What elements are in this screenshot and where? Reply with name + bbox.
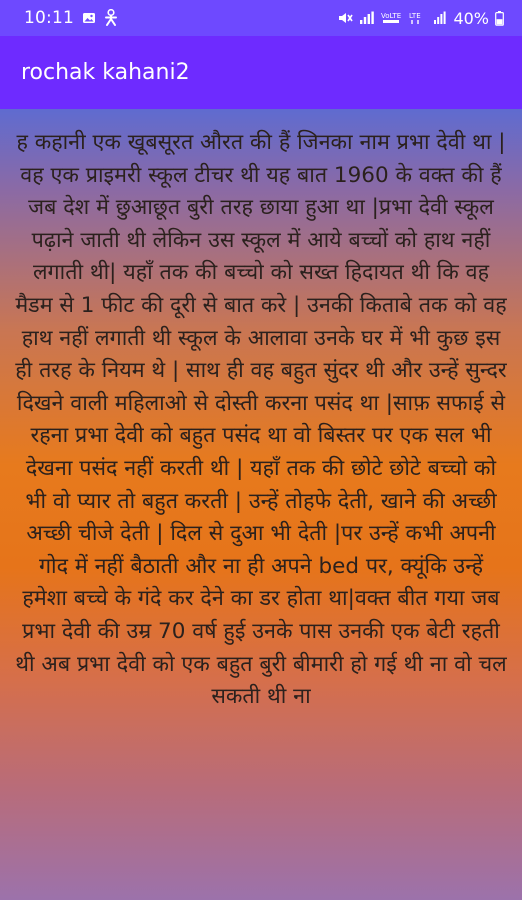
battery-percent: 40% bbox=[453, 8, 489, 28]
signal-icon-2 bbox=[433, 11, 447, 25]
volte-icon bbox=[381, 11, 403, 25]
signal-icon bbox=[359, 11, 375, 25]
story-content[interactable] bbox=[0, 109, 522, 900]
status-right bbox=[337, 9, 504, 28]
status-left bbox=[24, 8, 118, 28]
app-title: rochak kahani2 bbox=[21, 60, 190, 85]
battery-icon bbox=[495, 11, 504, 26]
svg-text:LTE: LTE bbox=[409, 12, 422, 20]
accessibility-icon bbox=[104, 9, 118, 27]
image-notification-icon bbox=[82, 11, 96, 25]
story-text: ह कहानी एक खूबसूरत औरत की हैं जिनका नाम प्रभा देवी था | वह एक प्राइमरी स्कूल टीचर थी यह बात 1960 के वक्त की हैं जब देश में छुआछूत बुरी तरह छाया हुआ था |प्रभा देवी स्कूल पढ़ाने जाती थी लेकिन उस स्कूल में आये बच्चों को हाथ नहीं लगाती थी| यहाँ तक की बच्चो को सख्त हिदायत थी कि वह मैडम से 1 फीट की दूरी से बात करे | उनकी किताबे तक को वह हाथ नहीं लगाती थी स्कूल के आलावा उनके घर में भी कुछ इस ही तरह के नियम थे | साथ ही वह बहुत सुंदर थी और उन्हें सुन्दर दिखने वाली महिलाओ से दोस्ती करना पसंद था |साफ़ सफाई से रहना प्रभा देवी को बहुत पसंद था वो बिस्तर पर एक सल भी देखना पसंद नहीं करती थी | यहाँ तक की छोटे छोटे बच्चो को भी वो प्यार तो बहुत करती | उन्हें तोहफे देती, खाने की अच्छी अच्छी चीजे देती | दिल से दुआ भी देती |पर उन्हें कभी अपनी गोद में नहीं बैठाती और ना ही अपने bed पर, क्यूंकि उन्हें हमेशा बच्चे के गंदे कर देने का डर होता था|वक्त बीत गया जब प्रभा देवी की उम्र 70 वर्ष हुई उनके पास उनकी एक बेटी रहती थी अब प्रभा देवी को एक बहुत बुरी बीमारी हो गई थी ना वो चल सकती थी ना bbox=[15, 130, 507, 710]
svg-text:VoLTE: VoLTE bbox=[381, 12, 402, 20]
status-time: 10:11 bbox=[24, 8, 74, 28]
app-bar bbox=[0, 36, 522, 109]
status-bar bbox=[0, 0, 522, 36]
network-type-icon bbox=[409, 11, 427, 25]
mute-icon bbox=[337, 11, 353, 25]
